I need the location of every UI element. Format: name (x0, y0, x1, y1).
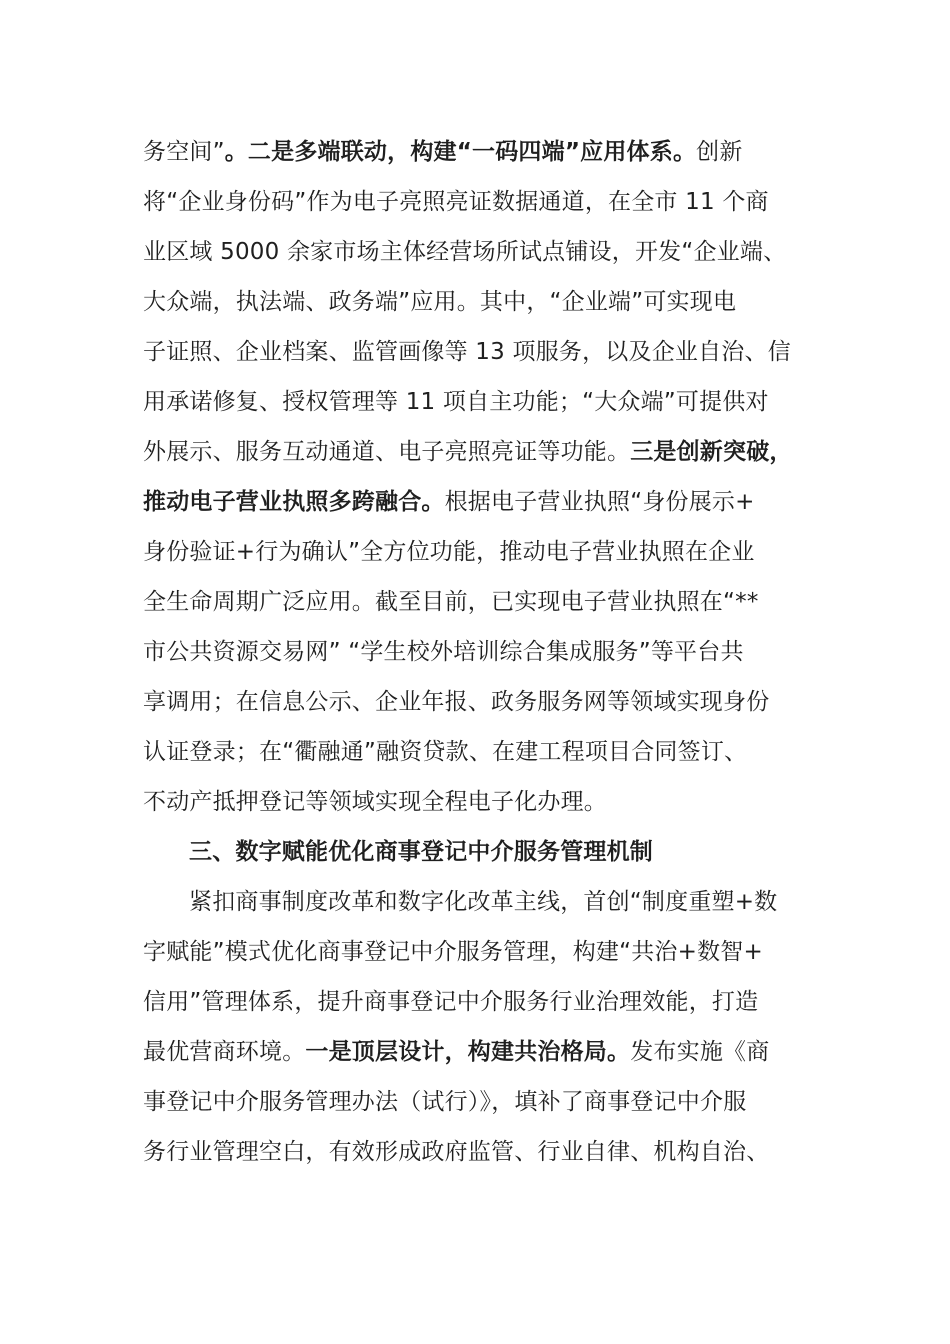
text-segment: 将“企业身份码”作为电子亮照亮证数据通道，在全市 11 个商 (143, 189, 769, 215)
text-line (143, 1077, 833, 1127)
text-segment: 市公共资源交易网” “学生校外培训综合集成服务”等平台共 (143, 639, 744, 665)
text-segment: 大众端，执法端、政务端”应用。其中，“企业端”可实现电 (143, 289, 737, 315)
text-line (143, 127, 833, 177)
bold-text-segment: 。二是多端联动，构建“一码四端”应用体系。 (224, 139, 697, 165)
text-segment: 最优营商环境。 (143, 1039, 306, 1065)
text-line (143, 427, 833, 477)
text-segment: 业区域 5000 余家市场主体经营场所试点铺设，开发“企业端、 (143, 239, 787, 265)
text-segment: 务行业管理空白，有效形成政府监管、行业自律、机构自治、 (143, 1139, 770, 1165)
text-segment: 紧扣商事制度改革和数字化改革主线，首创“制度重塑+数 (189, 889, 778, 915)
text-segment: 子证照、企业档案、监管画像等 13 项服务，以及企业自治、信 (143, 339, 791, 365)
text-line (143, 977, 833, 1027)
bold-text-segment: 三是创新突破， (630, 439, 793, 465)
section-heading (143, 827, 833, 877)
text-line (143, 377, 833, 427)
text-line (143, 877, 833, 927)
text-line (143, 277, 833, 327)
text-segment: 全生命周期广泛应用。截至目前，已实现电子营业执照在“** (143, 589, 759, 615)
bold-text-segment: 三、数字赋能优化商事登记中介服务管理机制 (189, 839, 653, 865)
text-segment: 身份验证+行为确认”全方位功能，推动电子营业执照在企业 (143, 539, 755, 565)
bold-text-segment: 推动电子营业执照多跨融合。 (143, 489, 445, 515)
text-segment: 事登记中介服务管理办法（试行）》，填补了商事登记中介服 (143, 1089, 747, 1115)
text-segment: 用承诺修复、授权管理等 11 项自主功能；“大众端”可提供对 (143, 389, 769, 415)
text-line (143, 327, 833, 377)
text-segment: 根据电子营业执照“身份展示+ (444, 489, 755, 515)
text-line (143, 727, 833, 777)
text-segment: 不动产抵押登记等领域实现全程电子化办理。 (143, 789, 607, 815)
text-line (143, 1027, 833, 1077)
text-line (143, 927, 833, 977)
text-line (143, 527, 833, 577)
text-segment: 享调用；在信息公示、企业年报、政务服务网等领域实现身份 (143, 689, 770, 715)
document-body (143, 127, 833, 1177)
text-line (143, 477, 833, 527)
text-segment: 务空间” (143, 139, 225, 165)
text-line (143, 177, 833, 227)
text-line (143, 677, 833, 727)
text-segment: 创新 (696, 139, 743, 165)
text-line (143, 627, 833, 677)
text-segment: 认证登录；在“衢融通”融资贷款、在建工程项目合同签订、 (143, 739, 748, 765)
text-line (143, 1127, 833, 1177)
text-line (143, 577, 833, 627)
text-segment: 字赋能”模式优化商事登记中介服务管理，构建“共治+数智+ (143, 939, 763, 965)
text-segment: 信用”管理体系，提升商事登记中介服务行业治理效能，打造 (143, 989, 759, 1015)
text-line (143, 227, 833, 277)
text-line (143, 777, 833, 827)
text-segment: 外展示、服务互动通道、电子亮照亮证等功能。 (143, 439, 631, 465)
text-segment: 发布实施《商 (630, 1039, 770, 1065)
bold-text-segment: 一是顶层设计，构建共治格局。 (305, 1039, 631, 1065)
